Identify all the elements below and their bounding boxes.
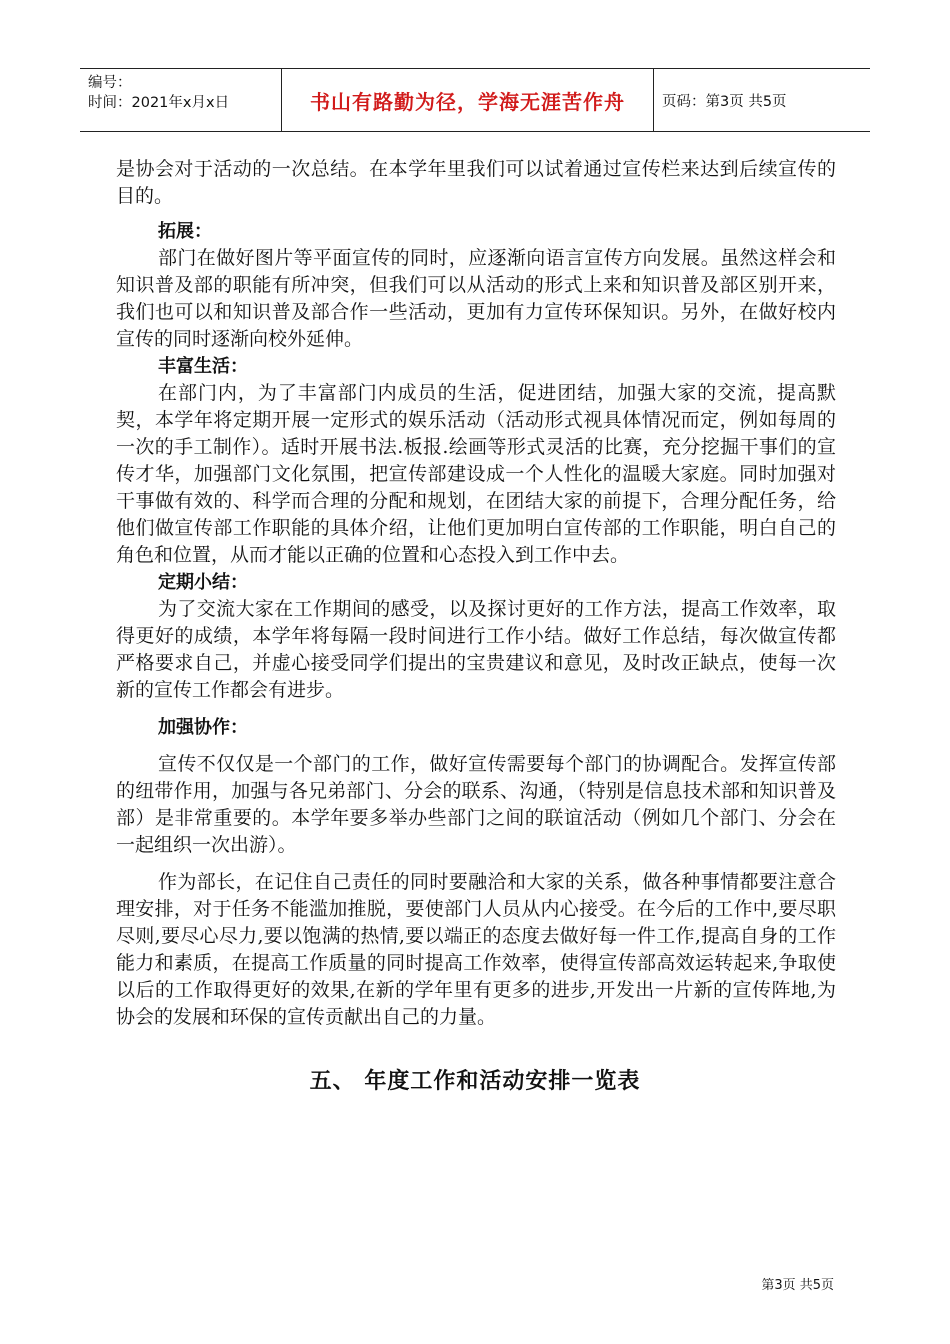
header-motto: 书山有路勤为径，学海无涯苦作舟 — [282, 69, 654, 131]
section-title: 五、 年度工作和活动安排一览表 — [309, 1069, 641, 1094]
heading-summary: 定期小结： — [158, 572, 248, 593]
page-header — [80, 68, 870, 132]
heading-coop: 加强协作： — [158, 717, 248, 738]
paragraph-coop: 宣传不仅仅是一个部门的工作，做好宣传需要每个部门的协调配合。发挥宣传部的纽带作用，加强与各兄弟部门、分会的联系、沟通，（特别是信息技术部和知识普及部）是非常重要的。本学年要多举办些部门之间的联谊活动（例如几个部门、分会在一起组织一次出游）。 — [116, 753, 836, 856]
document-time: 时间：2021年x月x日 — [88, 95, 230, 111]
paragraph-intro: 是协会对于活动的一次总结。在本学年里我们可以试着通过宣传栏来达到后续宣传的目的。 — [116, 158, 836, 207]
paragraph-expand: 部门在做好图片等平面宣传的同时，应逐渐向语言宣传方向发展。虽然这样会和知识普及部的职能有所冲突，但我们可以从活动的形式上来和知识普及部区别开来，我们也可以和知识普及部合作一些活动，更加有力宣传环保知识。另外，在做好校内宣传的同时逐渐向校外延伸。 — [116, 247, 836, 350]
paragraph-summary: 为了交流大家在工作期间的感受，以及探讨更好的工作方法，提高工作效率，取得更好的成绩，本学年将每隔一段时间进行工作小结。做好工作总结，每次做宣传都严格要求自己，并虚心接受同学们提出的宝贵建议和意见，及时改正缺点，使每一次新的宣传工作都会有进步。 — [116, 598, 836, 701]
document-body — [116, 156, 836, 1031]
header-meta — [80, 69, 282, 131]
document-number: 编号： — [88, 75, 132, 91]
header-page-number: 页码：第3页 共5页 — [662, 93, 787, 110]
heading-expand: 拓展： — [158, 221, 212, 242]
heading-life: 丰富生活： — [158, 356, 248, 377]
paragraph-life: 在部门内，为了丰富部门内成员的生活，促进团结，加强大家的交流，提高默契，本学年将定期开展一定形式的娱乐活动（活动形式视具体情况而定，例如每周的一次的手工制作）。适时开展书法.板报.绘画等形式灵活的比赛，充分挖掘干事们的宣传才华，加强部门文化氛围，把宣传部建设成一个人性化的温暖大家庭。同时加强对干事做有效的、科学而合理的分配和规划，在团结大家的前提下，合理分配任务，给他们做宣传部工作职能的具体介绍，让他们更加明白宣传部的工作职能，明白自己的角色和位置，从而才能以正确的位置和心态投入到工作中去。 — [116, 382, 836, 566]
paragraph-minister: 作为部长，在记住自己责任的同时要融洽和大家的关系，做各种事情都要注意合理安排，对于任务不能滥加推脱，要使部门人员从内心接受。在今后的工作中,要尽职尽则,要尽心尽力,要以饱满的热情,要以端正的态度去做好每一件工作,提高自身的工作能力和素质，在提高工作质量的同时提高工作效率，使得宣传部高效运转起来,争取使以后的工作取得更好的效果,在新的学年里有更多的进步,开发出一片新的宣传阵地,为协会的发展和环保的宣传贡献出自己的力量。 — [116, 871, 836, 1028]
page-footer: 第3页 共5页 — [761, 1278, 834, 1293]
